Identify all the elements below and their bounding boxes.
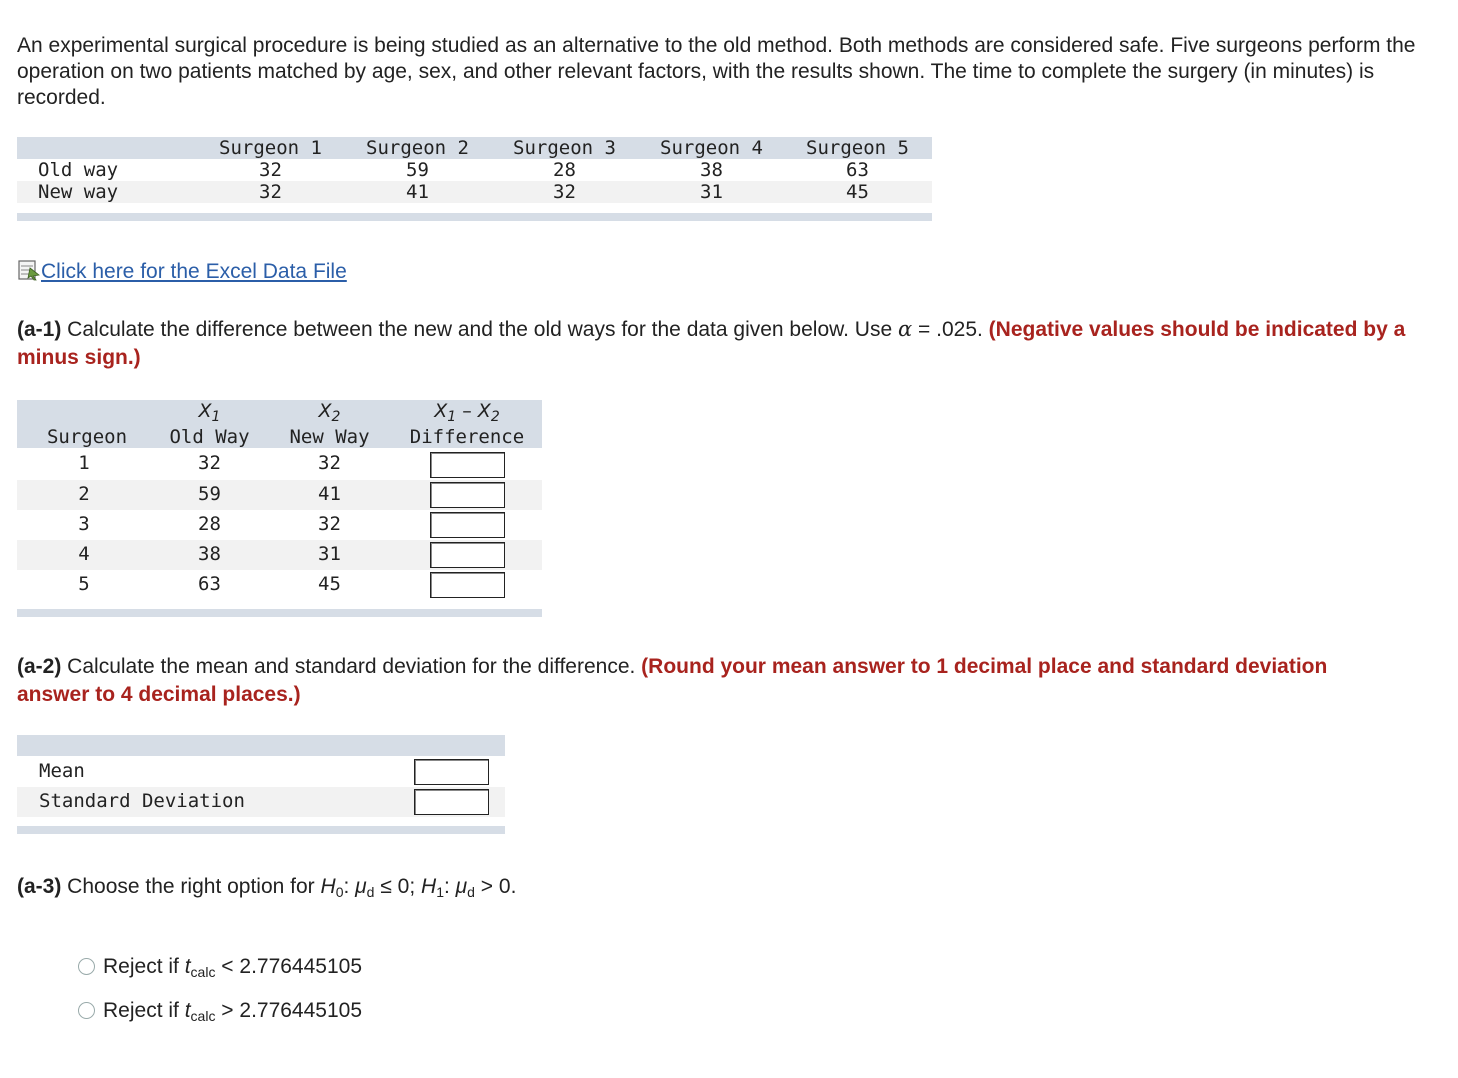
header-new-way: New Way [289, 426, 370, 448]
option-label: Reject if $t_{calc} > 2.776445105$ [103, 999, 363, 1024]
header-surgeon-3: Surgeon 3 [513, 137, 616, 159]
old-way-value: 63 [198, 573, 221, 595]
header-x1-minus-x2: $X_1 - X_2$ [434, 400, 500, 425]
table-cell: 41 [406, 181, 429, 203]
surgeon-number: 4 [78, 543, 90, 565]
header-difference: Difference [409, 426, 525, 448]
surgeon-number: 1 [78, 452, 90, 474]
question-a1 [17, 315, 1417, 372]
mu-d-symbol: $\mu_d$ [355, 875, 375, 900]
header-surgeon-2: Surgeon 2 [366, 137, 469, 159]
table-row [17, 181, 932, 203]
option-label: Reject if $t_{calc} < 2.776445105$ [103, 955, 363, 980]
header-surgeon-5: Surgeon 5 [806, 137, 909, 159]
old-way-value: 59 [198, 483, 221, 505]
h0-symbol: $H_0$ [320, 875, 344, 900]
header-surgeon: Surgeon [46, 426, 128, 448]
new-way-value: 31 [318, 543, 341, 565]
header-surgeon-1: Surgeon 1 [219, 137, 322, 159]
difference-input-2[interactable] [430, 482, 505, 508]
row-label-new: New way [38, 181, 119, 203]
question-a2-label: (a-2) [17, 655, 62, 678]
table-cell: 63 [846, 159, 869, 181]
problem-intro: An experimental surgical procedure is being studied as an alternative to the old method. Both methods are considered safe. Five surgeons perform the operation on two patients matched by age, sex, and other relevant factors, with the results shown. The time to complete the surgery (in minutes) is recorded. [17, 34, 1416, 109]
standard-deviation-input[interactable] [414, 789, 489, 815]
old-way-value: 32 [198, 452, 221, 474]
table-footer-bar [17, 826, 505, 834]
difference-input-1[interactable] [430, 452, 505, 478]
h1-condition: > 0. [474, 875, 517, 898]
h1-symbol: $H_1$ [421, 875, 444, 900]
spreadsheet-icon [17, 259, 41, 288]
h1-colon: : [443, 875, 456, 898]
table-cell: 31 [700, 181, 723, 203]
question-a1-instruction: (Negative values should be indicated by a minus sign.) [17, 318, 1406, 369]
difference-input-5[interactable] [430, 572, 505, 598]
question-a3 [17, 874, 1417, 905]
header-x2: $X_2$ [318, 400, 341, 425]
new-way-value: 45 [318, 573, 341, 595]
table-cell: 28 [553, 159, 576, 181]
question-a3-text: Choose the right option for [61, 875, 321, 898]
radio-button[interactable] [78, 958, 95, 975]
table-header-row [17, 735, 505, 756]
old-way-value: 28 [198, 513, 221, 535]
table-footer-bar [17, 609, 542, 617]
sd-label: Standard Deviation [39, 790, 245, 812]
header-surgeon-4: Surgeon 4 [660, 137, 763, 159]
question-a2-text: Calculate the mean and standard deviation for the difference. [61, 655, 642, 678]
mean-input[interactable] [414, 759, 489, 785]
surgeon-number: 2 [78, 483, 90, 505]
question-a3-label: (a-3) [17, 875, 62, 898]
new-way-value: 32 [318, 513, 341, 535]
surgeon-number: 5 [78, 573, 90, 595]
row-label-old: Old way [38, 159, 119, 181]
table-cell: 32 [259, 159, 282, 181]
excel-data-link[interactable]: Click here for the Excel Data File [41, 260, 347, 283]
excel-link-row[interactable] [17, 259, 347, 288]
table-row [17, 159, 932, 181]
alpha-value: = .025. [912, 318, 989, 341]
new-way-value: 32 [318, 452, 341, 474]
h0-colon: : [343, 875, 356, 898]
mean-label: Mean [39, 760, 85, 782]
difference-input-4[interactable] [430, 542, 505, 568]
table-cell: 45 [846, 181, 869, 203]
question-a2 [17, 653, 1377, 709]
question-a1-label: (a-1) [17, 318, 62, 341]
table-cell: 59 [406, 159, 429, 181]
table-cell: 32 [553, 181, 576, 203]
table-footer-bar [17, 213, 932, 221]
table-cell: 32 [259, 181, 282, 203]
h0-condition: ≤ 0; [374, 875, 422, 898]
new-way-value: 41 [318, 483, 341, 505]
question-a2-instruction: (Round your mean answer to 1 decimal place and standard deviation answer to 4 decimal places.) [17, 655, 1328, 706]
header-old-way: Old Way [169, 426, 250, 448]
surgery-times-table [17, 137, 932, 221]
header-x1: $X_1$ [198, 400, 221, 425]
surgeon-number: 3 [78, 513, 90, 535]
radio-button[interactable] [78, 1002, 95, 1019]
table-cell: 38 [700, 159, 723, 181]
question-a1-text: Calculate the difference between the new and the old ways for the data given below. Use [61, 318, 898, 341]
old-way-value: 38 [198, 543, 221, 565]
table-header-row [17, 137, 932, 159]
alpha-symbol: α [898, 317, 913, 341]
mu-d-symbol: $\mu_d$ [455, 875, 475, 900]
difference-input-3[interactable] [430, 512, 505, 538]
